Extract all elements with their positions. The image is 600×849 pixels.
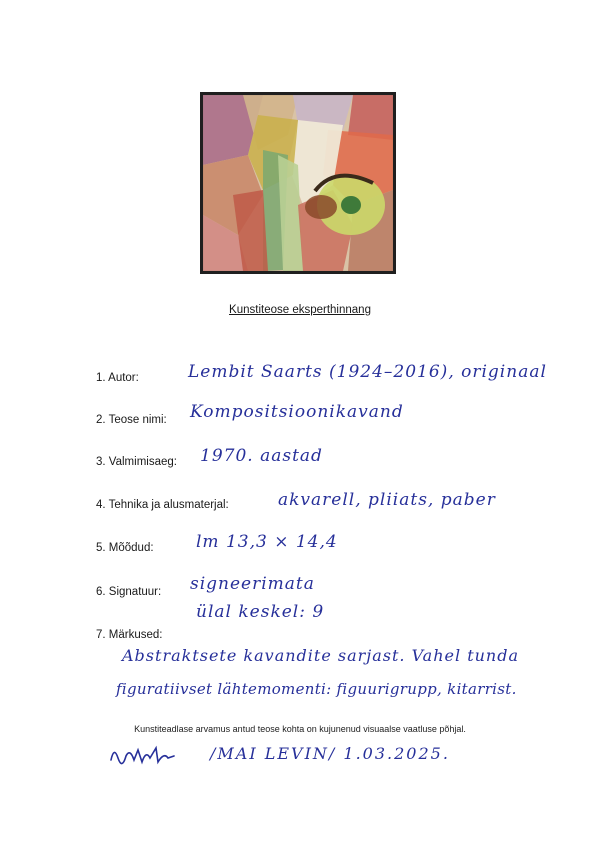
- field-label-dimensions: 5. Mõõdud:: [96, 542, 154, 554]
- watercolor-composition: [203, 95, 393, 271]
- artwork-image: [200, 92, 396, 274]
- field-label-remarks: 7. Märkused:: [96, 629, 163, 641]
- field-value-remarks-line1: Abstraktsete kavandite sarjast. Vahel tunda: [122, 646, 520, 665]
- appraiser-name-date: /MAI LEVIN/ 1.03.2025.: [210, 744, 450, 763]
- field-value-title: Kompositsioonikavand: [190, 402, 404, 422]
- field-label-signature: 6. Signatuur:: [96, 586, 162, 598]
- field-value-dimensions: lm 13,3 × 14,4: [196, 532, 338, 552]
- field-value-signature-position: ülal keskel: 9: [196, 602, 325, 622]
- field-label-author: 1. Autor:: [96, 372, 139, 384]
- field-label-date: 3. Valmimisaeg:: [96, 456, 177, 468]
- field-value-technique: akvarell, pliiats, paber: [278, 490, 496, 510]
- field-value-author: Lembit Saarts (1924–2016), originaal: [188, 362, 547, 382]
- field-value-signature: signeerimata: [190, 574, 315, 594]
- handwritten-signature-icon: [108, 740, 178, 770]
- field-label-title: 2. Teose nimi:: [96, 414, 167, 426]
- field-value-remarks-line2: figuratiivset lähtemomenti: figuurigrupp, kitarrist.: [116, 680, 517, 698]
- disclaimer-text: Kunstiteadlase arvamus antud teose kohta on kujunenud visuaalse vaatluse põhjal.: [134, 724, 466, 734]
- field-label-technique: 4. Tehnika ja alusmaterjal:: [96, 499, 229, 511]
- document-title: Kunstiteose eksperthinnang: [229, 304, 371, 316]
- field-value-date: 1970. aastad: [200, 446, 323, 466]
